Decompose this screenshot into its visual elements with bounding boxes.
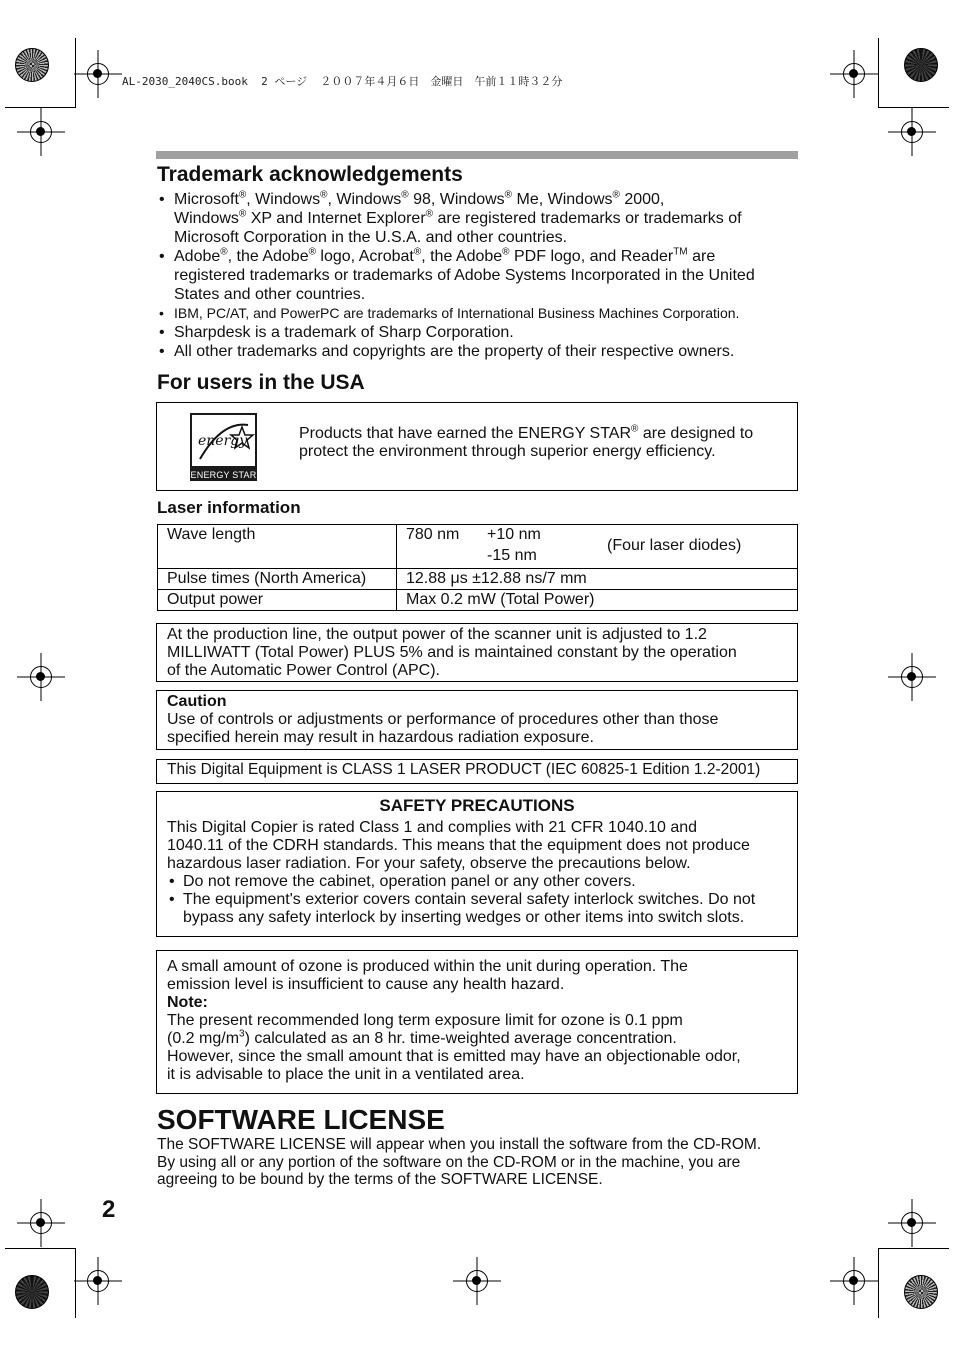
safety-box: SAFETY PRECAUTIONS This Digital Copier is rated Class 1 and complies with 21 CFR 1040.10 and 1040.11 of the CDRH standards. This means that the equipment does not produce hazardous laser radiation. For your safety, observe the precautions below. • Do not remove the cabinet, operation panel or any other covers. • The equipment's exterior covers contain several safety interlock switches. Do not bypass any safety interlock by inserting wedges or other items into switch slots.: [156, 791, 798, 937]
safety-bullet: • The equipment's exterior covers contain several safety interlock switches. Do not bypass any safety interlock by inserting wedges or other items into switch slots.: [169, 891, 756, 926]
crop-line: [878, 1248, 879, 1318]
crosshair-mark: [87, 1270, 109, 1292]
trademark-item-sharpdesk: • Sharpdesk is a trademark of Sharp Corporation.: [157, 323, 807, 342]
registration-rosette-top-right: [904, 48, 938, 82]
caution-title: Caution: [167, 693, 227, 710]
laser-cell-label: Wave length: [158, 525, 397, 569]
crosshair-mark: [843, 63, 865, 85]
energy-star-label: ENERGY STAR: [190, 470, 257, 480]
table-row: [158, 590, 798, 611]
crop-line: [878, 38, 879, 108]
energy-star-logo: [190, 413, 257, 481]
software-license-heading: SOFTWARE LICENSE: [157, 1104, 445, 1135]
trademark-list: [157, 190, 807, 361]
energy-star-text: Products that have earned the ENERGY STAR® are designed to protect the environment through superior energy efficiency.: [299, 423, 754, 460]
production-box: At the production line, the output power of the scanner unit is adjusted to 1.2 MILLIWATT (Total Power) PLUS 5% and is maintained constant by the operation of the Automatic Power Control (APC).: [156, 623, 798, 682]
laser-table: [157, 524, 798, 611]
laser-cell-value: 12.88 μs ±12.88 ns/7 mm: [397, 569, 798, 590]
laser-cell-label: Pulse times (North America): [158, 569, 397, 590]
crop-line: [879, 107, 949, 108]
crop-line: [75, 1248, 76, 1318]
crosshair-mark: [901, 121, 923, 143]
crosshair-mark: [87, 63, 109, 85]
crop-line: [5, 1248, 75, 1249]
caution-box: Caution Use of controls or adjustments or performance of procedures other than those specified herein may result in hazardous radiation exposure.: [156, 690, 798, 750]
crop-line: [879, 1248, 949, 1249]
safety-title: SAFETY PRECAUTIONS: [379, 796, 575, 815]
crop-line: [5, 107, 75, 108]
registration-rosette-top-left: [15, 48, 49, 82]
laser-cell-value: Max 0.2 mW (Total Power): [397, 590, 798, 611]
table-row: [158, 569, 798, 590]
crosshair-mark: [30, 1212, 52, 1234]
registration-rosette-bottom-right: [904, 1275, 938, 1309]
crosshair-mark: [901, 666, 923, 688]
ozone-box: A small amount of ozone is produced within the unit during operation. The emission level is insufficient to cause any health hazard. Note: The present recommended long term exposure limit for ozone is 0.1 ppm (0.2 $mg/m^3$) calculated as an 8 hr. time-weighted average concentration. However, since the small amount that is emitted may have an objectionable odor, it is advisable to place the unit in a ventilated area.: [156, 950, 798, 1094]
section-top-bar: [156, 151, 798, 159]
laser-cell-label: Output power: [158, 590, 397, 611]
crosshair-mark: [30, 121, 52, 143]
trademark-heading: Trademark acknowledgements: [157, 163, 463, 186]
trademark-item-microsoft: • Microsoft®, Windows®, Windows® 98, Windows® Me, Windows® 2000, Windows® XP and Internet Explorer® are registered trademarks or trademarks of Microsoft Corporation in the U.S.A. and other countries.: [157, 190, 807, 247]
software-license-text: The SOFTWARE LICENSE will appear when you install the software from the CD-ROM. By using all or any portion of the software on the CD-ROM or in the machine, you are agreeing to be bound by the terms of the SOFTWARE LICENSE.: [157, 1136, 762, 1188]
trademark-item-adobe: • Adobe®, the Adobe® logo, Acrobat®, the Adobe® PDF logo, and Reader™ are registered trademarks or trademarks of Adobe Systems Incorporated in the United States and other countries.: [157, 247, 807, 304]
laser-heading: Laser information: [157, 498, 301, 517]
energy-star-script: energy: [198, 433, 248, 449]
crosshair-mark: [466, 1270, 488, 1292]
crosshair-mark: [843, 1270, 865, 1292]
trademark-item-ibm: • IBM, PC/AT, and PowerPC are trademarks of International Business Machines Corporation.: [157, 304, 807, 323]
laser-cell-value: 780 nm +10 nm -15 nm (Four laser diodes): [397, 525, 798, 569]
usa-heading: For users in the USA: [157, 371, 365, 394]
table-row: [158, 525, 798, 569]
registration-rosette-bottom-left: [15, 1275, 49, 1309]
trademark-item-other: • All other trademarks and copyrights are the property of their respective owners.: [157, 342, 807, 361]
page-number: 2: [102, 1196, 116, 1223]
ozone-note-title: Note:: [167, 994, 208, 1011]
safety-bullet: • Do not remove the cabinet, operation panel or any other covers.: [169, 873, 636, 890]
class1-box: This Digital Equipment is CLASS 1 LASER PRODUCT (IEC 60825-1 Edition 1.2-2001): [156, 759, 798, 784]
print-header-line: AL-2030_2040CS.book 2 ページ ２００７年４月６日 金曜日 午前１１時３２分: [122, 75, 563, 88]
crosshair-mark: [30, 666, 52, 688]
crosshair-mark: [901, 1212, 923, 1234]
crop-line: [75, 38, 76, 108]
